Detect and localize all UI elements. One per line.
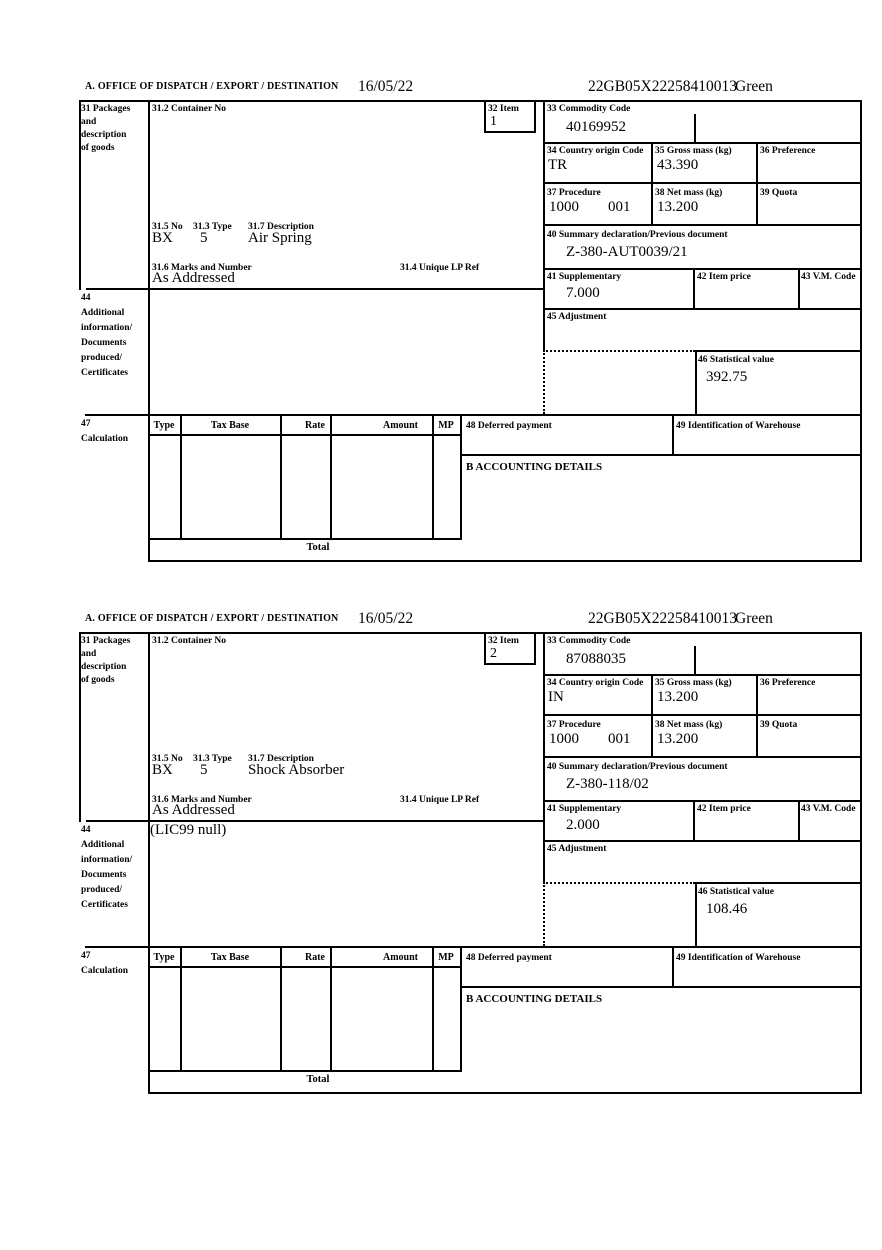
declaration-reference: 22GB05X22258410013 [588,610,737,627]
packages-no-value: BX [152,230,173,246]
unique-lp-ref-label: 31.4 Unique LP Ref [400,795,480,805]
tax-table-bottom-line [148,1070,462,1072]
tax-col-type-divider [180,946,182,1070]
packages-type-label: 31.3 Type [193,754,232,764]
goods-description-value: Shock Absorber [248,762,345,778]
label-column-divider [148,632,150,1094]
supplementary-value: 7.000 [566,285,600,301]
marks-and-number-label: 31.6 Marks and Number [152,263,252,273]
row41-bottom-line [543,840,862,842]
col42-43-divider [798,800,800,840]
col41-42-divider [693,268,695,308]
statistical-value-label: 46 Statistical value [698,355,774,365]
description-label: 31.7 Description [248,222,314,232]
summary-declaration-label: 40 Summary declaration/Previous document [547,230,728,240]
box44-label-line: Documents [81,870,127,880]
box46-top-line [695,882,862,884]
box40-bottom-line [543,268,862,270]
box31-label-line: 31 Packages [81,104,131,114]
adjustment-label: 45 Adjustment [547,844,607,854]
row47-top-line [85,414,862,416]
box40-bottom-line [543,800,862,802]
tax-col-base-divider [280,946,282,1070]
box33-inner-divider [694,646,696,674]
tax-col-amount-divider [432,414,434,538]
form-bottom-border [148,560,862,562]
net-mass-value: 13.200 [657,731,699,747]
procedure-value: 1000 [549,731,579,747]
goods-description-value: Air Spring [248,230,312,246]
commodity-code-value: 40169952 [566,119,626,135]
total-label: Total [306,1074,330,1085]
box46-top-line [695,350,862,352]
box44-label-line: produced/ [81,885,123,895]
tax-header-type: Type [153,952,175,963]
warehouse-id-label: 49 Identification of Warehouse [676,953,801,963]
packages-no-value: BX [152,762,173,778]
country-origin-label: 34 Country origin Code [547,146,644,156]
item-label: 32 Item [488,636,519,646]
box33-bottom-line [543,142,862,144]
box44-label-line: information/ [81,323,133,333]
preference-label: 36 Preference [760,678,816,688]
summary-declaration-value: Z-380-AUT0039/21 [566,244,688,260]
summary-declaration-value: Z-380-118/02 [566,776,649,792]
box47-label-line: 47 [81,951,91,961]
tax-header-tax-base: Tax Base [210,952,250,963]
label-column-divider [148,100,150,562]
box44-label-line: Additional [81,308,125,318]
routing-status: Green [735,610,773,627]
box47-label [81,417,128,447]
box31-box44-divider [86,288,543,290]
center-column-dotted-divider [543,350,545,414]
office-of-dispatch-label: A. OFFICE OF DISPATCH / EXPORT / DESTINATION [85,613,339,624]
tax-table-right-border [460,946,462,1070]
additional-information-value: (LIC99 null) [150,822,227,838]
form-right-border [860,632,862,1094]
office-of-dispatch-label: A. OFFICE OF DISPATCH / EXPORT / DESTINATION [85,81,339,92]
packages-no-label: 31.5 No [152,754,183,764]
accounting-details-label: B ACCOUNTING DETAILS [466,461,603,473]
declaration-reference: 22GB05X22258410013 [588,78,737,95]
box33-inner-divider [694,114,696,142]
box44-label [81,291,132,381]
tax-col-base-divider [280,414,282,538]
form-right-border [860,100,862,562]
box31-label-line: and [81,649,97,659]
packages-no-label: 31.5 No [152,222,183,232]
net-mass-value: 13.200 [657,199,699,215]
net-mass-label: 38 Net mass (kg) [655,188,723,198]
sad-declaration-item-copy [0,78,882,562]
box44-label-line: Documents [81,338,127,348]
box48-49-divider [672,946,674,986]
procedure-label: 37 Procedure [547,720,601,730]
box47-label-line: Calculation [81,966,128,976]
statistical-value: 392.75 [706,369,748,385]
statistical-value: 108.46 [706,901,748,917]
commodity-code-label: 33 Commodity Code [547,104,631,114]
quota-label: 39 Quota [760,188,798,198]
declaration-date: 16/05/22 [358,78,414,95]
box46-left-border [695,882,697,946]
adjustment-label: 45 Adjustment [547,312,607,322]
routing-status: Green [735,78,773,95]
col41-42-divider [693,800,695,840]
tax-table-bottom-line [148,538,462,540]
item-number-value: 2 [490,646,497,661]
row41-bottom-line [543,308,862,310]
box46-left-border [695,350,697,414]
box44-label-line: Certificates [81,368,128,378]
accounting-top-line [460,986,862,988]
vm-code-label: 43 V.M. Code [801,804,856,814]
deferred-payment-label: 48 Deferred payment [466,421,552,431]
box31-label [81,635,130,687]
tax-header-amount: Amount [382,420,418,431]
box44-label-line: information/ [81,855,133,865]
tax-header-rate: Rate [305,952,325,963]
tax-header-mp: MP [438,952,454,963]
box48-49-divider [672,414,674,454]
gross-mass-value: 43.390 [657,157,699,173]
col34-35-divider [651,142,653,224]
box44-label-line: 44 [81,825,91,835]
item-label: 32 Item [488,104,519,114]
marks-and-number-value: As Addressed [152,802,235,818]
tax-col-amount-divider [432,946,434,1070]
warehouse-id-label: 49 Identification of Warehouse [676,421,801,431]
row37-bottom-line [543,756,862,758]
container-no-label: 31.2 Container No [152,636,226,646]
box45-dotted-bottom-line [543,882,695,884]
quota-label: 39 Quota [760,720,798,730]
tax-header-tax-base: Tax Base [210,420,250,431]
supplementary-label: 41 Supplementary [547,804,622,814]
row34-bottom-line [543,714,862,716]
vm-code-label: 43 V.M. Code [801,272,856,282]
box47-label-line: 47 [81,419,91,429]
row34-bottom-line [543,182,862,184]
country-origin-value: IN [548,689,564,705]
item-price-label: 42 Item price [697,272,751,282]
procedure-extra-value: 001 [608,199,631,215]
packages-type-value: 5 [200,762,208,778]
tax-col-rate-divider [330,946,332,1070]
preference-label: 36 Preference [760,146,816,156]
tax-header-underline [148,966,462,968]
box45-dotted-bottom-line [543,350,695,352]
box44-label-line: 44 [81,293,91,303]
item-price-label: 42 Item price [697,804,751,814]
form-top-border [79,100,862,102]
gross-mass-label: 35 Gross mass (kg) [655,678,732,688]
box31-label-line: of goods [81,675,115,685]
tax-header-mp: MP [438,420,454,431]
form-bottom-border [148,1092,862,1094]
row37-bottom-line [543,224,862,226]
center-column-dotted-divider [543,882,545,946]
box44-label [81,823,132,913]
supplementary-value: 2.000 [566,817,600,833]
box44-label-line: produced/ [81,353,123,363]
tax-col-rate-divider [330,414,332,538]
procedure-label: 37 Procedure [547,188,601,198]
box47-label-line: Calculation [81,434,128,444]
container-no-label: 31.2 Container No [152,104,226,114]
box44-label-line: Certificates [81,900,128,910]
tax-table-right-border [460,414,462,538]
gross-mass-label: 35 Gross mass (kg) [655,146,732,156]
box47-label [81,949,128,979]
tax-col-type-divider [180,414,182,538]
packages-type-value: 5 [200,230,208,246]
declaration-date: 16/05/22 [358,610,414,627]
col35-36-divider [756,674,758,756]
description-label: 31.7 Description [248,754,314,764]
procedure-extra-value: 001 [608,731,631,747]
form-top-border [79,632,862,634]
total-label: Total [306,542,330,553]
box44-label-line: Additional [81,840,125,850]
col35-36-divider [756,142,758,224]
box31-label-line: description [81,130,127,140]
summary-declaration-label: 40 Summary declaration/Previous document [547,762,728,772]
box31-label-line: description [81,662,127,672]
unique-lp-ref-label: 31.4 Unique LP Ref [400,263,480,273]
supplementary-label: 41 Supplementary [547,272,622,282]
box31-label-line: and [81,117,97,127]
deferred-payment-label: 48 Deferred payment [466,953,552,963]
box31-label-line: 31 Packages [81,636,131,646]
box31-label [81,103,130,155]
tax-header-underline [148,434,462,436]
box33-bottom-line [543,674,862,676]
packages-type-label: 31.3 Type [193,222,232,232]
net-mass-label: 38 Net mass (kg) [655,720,723,730]
tax-header-type: Type [153,420,175,431]
commodity-code-label: 33 Commodity Code [547,636,631,646]
accounting-top-line [460,454,862,456]
country-origin-value: TR [548,157,568,173]
statistical-value-label: 46 Statistical value [698,887,774,897]
procedure-value: 1000 [549,199,579,215]
country-origin-label: 34 Country origin Code [547,678,644,688]
gross-mass-value: 13.200 [657,689,699,705]
item-number-value: 1 [490,114,497,129]
sad-declaration-item-copy [0,610,882,1094]
row47-top-line [85,946,862,948]
col34-35-divider [651,674,653,756]
marks-and-number-value: As Addressed [152,270,235,286]
col42-43-divider [798,268,800,308]
accounting-details-label: B ACCOUNTING DETAILS [466,993,603,1005]
commodity-code-value: 87088035 [566,651,626,667]
marks-and-number-label: 31.6 Marks and Number [152,795,252,805]
tax-header-amount: Amount [382,952,418,963]
box31-label-line: of goods [81,143,115,153]
tax-header-rate: Rate [305,420,325,431]
